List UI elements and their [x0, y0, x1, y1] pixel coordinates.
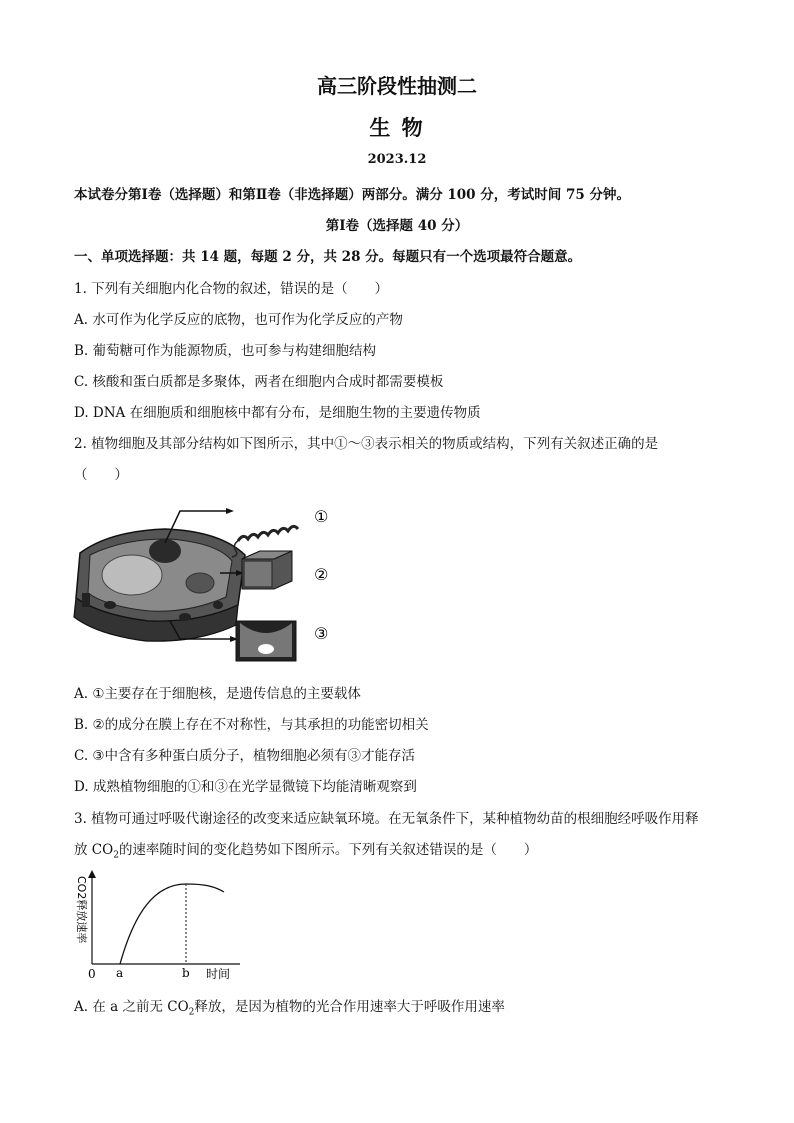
- q1-option-c: C. 核酸和蛋白质都是多聚体，两者在细胞内合成时都需要模板: [74, 374, 444, 390]
- section1-heading: 一、单项选择题：共 14 题，每题 2 分，共 28 分。每题只有一个选项最符合题意。: [74, 249, 582, 265]
- q1-stem: 1. 下列有关细胞内化合物的叙述，错误的是（ ）: [74, 281, 389, 297]
- q3-option-a-post: 释放，是因为植物的光合作用速率大于呼吸作用速率: [194, 999, 505, 1015]
- origin-label: 0: [88, 967, 96, 981]
- tick-a: a: [116, 966, 124, 980]
- q2-stem-line2: （ ）: [74, 467, 128, 483]
- q2-option-d: D. 成熟植物细胞的①和③在光学显微镜下均能清晰观察到: [74, 779, 417, 795]
- q2-stem-line1: 2. 植物细胞及其部分结构如下图所示，其中①～③表示相关的物质或结构，下列有关叙述正确的是: [74, 436, 659, 452]
- label-2: ②: [314, 565, 329, 584]
- q1-option-d: D. DNA 在细胞质和细胞核中都有分布，是细胞生物的主要遗传物质: [74, 405, 481, 421]
- q3-option-a: [74, 995, 505, 1018]
- q3-stem-pre: 放 CO: [74, 842, 114, 858]
- cell-wall-image: [236, 621, 296, 661]
- q1-option-a: A. 水可作为化学反应的底物，也可作为化学反应的产物: [74, 312, 403, 328]
- q3-option-a-pre: A. 在 a 之前无 CO: [74, 999, 189, 1015]
- q2-option-c: C. ③中含有多种蛋白质分子，植物细胞必须有③才能存活: [74, 748, 416, 764]
- exam-title: 高三阶段性抽测二: [317, 74, 477, 98]
- q3-stem-sub: 2: [113, 850, 119, 861]
- y-axis-label: CO2释放速率: [75, 876, 88, 944]
- q3-stem-line2: [74, 838, 537, 861]
- q2-option-a: A. ①主要存在于细胞核，是遗传信息的主要载体: [74, 686, 361, 702]
- x-axis-label: 时间: [206, 967, 231, 981]
- co2-release-curve: [120, 884, 224, 964]
- subject-title: 生 物: [369, 115, 425, 140]
- exam-date: 2023.12: [367, 152, 427, 167]
- q3-stem-line1: 3. 植物可通过呼吸代谢途径的改变来适应缺氧环境。在无氧条件下，某种植物幼苗的根细胞经呼吸作用释: [74, 811, 699, 827]
- tick-b: b: [182, 966, 190, 980]
- plant-cell-figure: [70, 493, 340, 668]
- y-axis-arrow: [88, 870, 96, 878]
- exam-intro: 本试卷分第Ⅰ卷（选择题）和第Ⅱ卷（非选择题）两部分。满分 100 分，考试时间 75 分钟。: [74, 187, 630, 203]
- q1-option-b: B. 葡萄糖可作为能源物质，也可参与构建细胞结构: [74, 343, 377, 359]
- label-1: ①: [314, 507, 329, 526]
- label-3: ③: [314, 624, 329, 643]
- plant-cell-image: [74, 529, 245, 641]
- q3-option-a-sub: 2: [188, 1007, 195, 1018]
- co2-release-chart: [72, 868, 242, 983]
- part1-heading: 第Ⅰ卷（选择题 40 分）: [325, 218, 469, 234]
- q2-option-b: B. ②的成分在膜上存在不对称性，与其承担的功能密切相关: [74, 717, 429, 733]
- q3-stem-post: 的速率随时间的变化趋势如下图所示。下列有关叙述错误的是（ ）: [118, 842, 538, 858]
- membrane-block-image: [242, 551, 292, 589]
